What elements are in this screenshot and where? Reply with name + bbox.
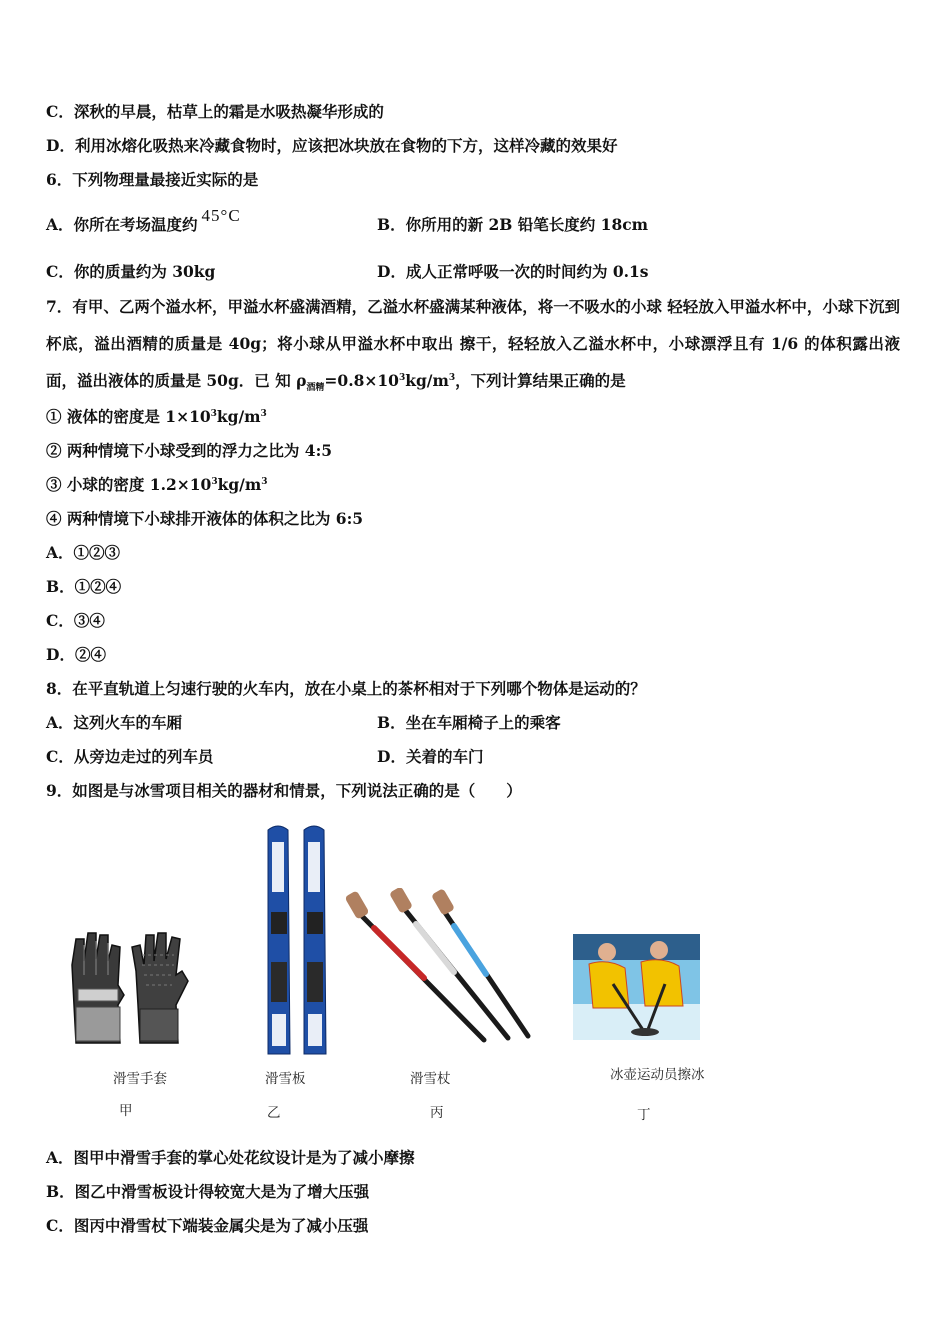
q7-s3-unit: kg/m [217, 475, 262, 494]
q6-option-c: C．你的质量约为 30kg [46, 262, 216, 281]
athlete-1-head [598, 943, 616, 961]
figure-caption-curling: 冰壶运动员擦冰 [610, 1067, 705, 1083]
q7-rho-sub: 酒精 [306, 383, 325, 394]
q7-s3-exp: 3 [211, 476, 218, 487]
q6-option-b: B．你所用的新 2B 铅笔长度约 18cm [377, 215, 649, 234]
q7-option-b: B．①②④ [46, 577, 122, 596]
ski-gloves-image [62, 925, 192, 1047]
ski-graphic-right [308, 842, 320, 892]
figure-label-yi: 乙 [267, 1105, 281, 1121]
ski-binding-front-right [307, 912, 323, 934]
figure-label-ding: 丁 [637, 1107, 651, 1123]
q8-option-c: C．从旁边走过的列车员 [46, 747, 214, 766]
q7-stem-exp: 3 [398, 372, 406, 383]
pole-grip-2 [389, 888, 413, 914]
figure-label-bing: 丙 [430, 1105, 444, 1121]
q7-statement-4: ④ 两种情境下小球排开液体的体积之比为 6:5 [46, 509, 364, 528]
q7-option-a: A．①②③ [46, 543, 121, 562]
skis-image [262, 822, 332, 1064]
q7-s1-text: ① 液体的密度是 1×10 [46, 407, 211, 426]
q7-stem-exp2: 3 [448, 372, 456, 383]
ski-binding-rear-right [307, 962, 323, 1002]
q7-s3-text: ③ 小球的密度 1.2×10 [46, 475, 212, 494]
figure-caption-poles: 滑雪杖 [410, 1071, 451, 1087]
q7-s1-exp: 3 [210, 408, 217, 419]
q9-option-c: C．图丙中滑雪杖下端装金属尖是为了减小压强 [46, 1216, 369, 1235]
q7-s1-exp2: 3 [260, 408, 267, 419]
q5-option-d: D．利用冰熔化吸热来冷藏食物时，应该把冰块放在食物的下方，这样冷藏的效果好 [46, 136, 618, 155]
q7-stem-value: =0.8×10 [324, 371, 399, 390]
pole-grip-3 [431, 888, 455, 916]
q7-statement-3 [46, 475, 268, 495]
figure-caption-gloves: 滑雪手套 [113, 1071, 167, 1087]
q6-option-a [46, 206, 241, 235]
athlete-2-body [641, 960, 683, 1006]
q5-option-c: C．深秋的早晨，枯草上的霜是水吸热凝华形成的 [46, 102, 384, 121]
glove-left [72, 933, 124, 1043]
q7-stem [46, 288, 900, 407]
q7-option-d: D．②④ [46, 645, 106, 664]
q6-option-d: D．成人正常呼吸一次的时间约为 0.1s [377, 262, 649, 281]
ski-graphic-left [272, 842, 284, 892]
q9-stem: 9．如图是与冰雪项目相关的器材和情景，下列说法正确的是（ ） [46, 781, 522, 800]
q7-statement-2: ② 两种情境下小球受到的浮力之比为 4:5 [46, 441, 333, 460]
ski-binding-rear-left [271, 962, 287, 1002]
q7-s3-exp2: 3 [261, 476, 268, 487]
q7-stem-end: ，下列计算结果正确的是 [455, 371, 626, 390]
ski-poles-image [344, 888, 534, 1048]
glove-right [132, 933, 188, 1043]
q7-stem-unit: kg/m [405, 371, 449, 390]
athlete-2-head [650, 941, 668, 959]
curling-sweepers-image [573, 934, 700, 1040]
pole-grip-1 [344, 890, 369, 920]
figure-label-jia: 甲 [119, 1103, 133, 1119]
q8-option-a: A．这列火车的车厢 [46, 713, 183, 732]
ski-binding-front-left [271, 912, 287, 934]
q7-stem-text: 7．有甲、乙两个溢水杯，甲溢水杯盛满酒精，乙溢水杯盛满某种液体，将一不吸水的小球 轻轻放入甲溢水杯中，小球下沉到杯底，溢出酒精的质量是 40g；将小球从甲溢水杯中取出 擦干，轻轻放入乙溢水杯中，小球漂浮且有 1/6 的体积露出液面，溢出液体的质量是 50g．已 知 ρ [46, 297, 900, 390]
q8-option-b: B．坐在车厢椅子上的乘客 [377, 713, 561, 732]
q7-statement-1 [46, 407, 267, 427]
figure-caption-skis: 滑雪板 [265, 1071, 306, 1087]
q9-option-b: B．图乙中滑雪板设计得较宽大是为了增大压强 [46, 1182, 370, 1201]
q9-option-a: A．图甲中滑雪手套的掌心处花纹设计是为了减小摩擦 [46, 1148, 415, 1167]
q6-option-a-temp: 45°C [201, 206, 241, 225]
q7-s1-unit: kg/m [216, 407, 261, 426]
q8-option-d: D．关着的车门 [377, 747, 484, 766]
q8-stem: 8．在平直轨道上匀速行驶的火车内，放在小桌上的茶杯相对于下列哪个物体是运动的？ [46, 679, 646, 698]
q6-option-a-text: A．你所在考场温度约 [46, 215, 198, 234]
q6-stem: 6．下列物理量最接近实际的是 [46, 170, 259, 189]
q7-option-c: C．③④ [46, 611, 105, 630]
